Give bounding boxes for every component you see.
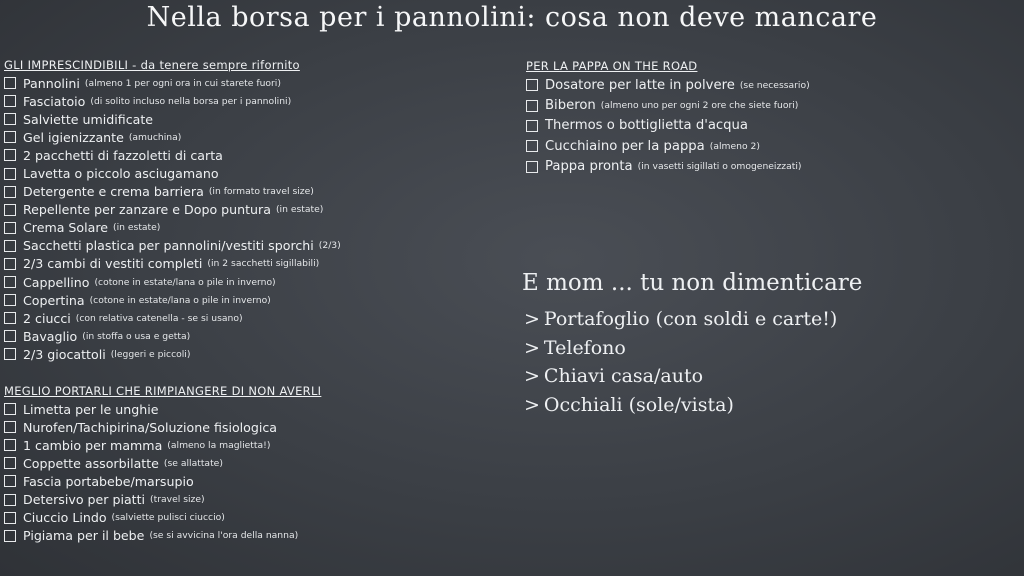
checkbox-icon[interactable] xyxy=(4,439,16,451)
item-label: Coppette assorbilatte xyxy=(23,455,159,471)
item-label: 2/3 cambi di vestiti completi xyxy=(23,256,203,272)
checkbox-icon[interactable] xyxy=(4,186,16,198)
checkbox-icon[interactable] xyxy=(526,120,538,132)
item-note: (se necessario) xyxy=(739,79,810,91)
checklist-item xyxy=(4,400,321,418)
item-label: Pappa pronta xyxy=(545,159,633,175)
item-label: Detergente e crema barriera xyxy=(23,184,204,200)
checkbox-icon[interactable] xyxy=(4,457,16,469)
checklist-item xyxy=(4,92,341,110)
item-note: (in formato travel size) xyxy=(208,186,314,198)
checkbox-icon[interactable] xyxy=(4,113,16,125)
item-label: Fasciatoio xyxy=(23,93,86,109)
checklist-item xyxy=(526,95,810,115)
checkbox-icon[interactable] xyxy=(4,149,16,161)
reminder-item xyxy=(524,362,837,391)
checklist-item xyxy=(4,291,341,309)
checkbox-icon[interactable] xyxy=(4,330,16,342)
item-label: Crema Solare xyxy=(23,220,108,236)
item-note: (se allattate) xyxy=(163,457,223,469)
item-note: (in estate) xyxy=(113,222,161,234)
checklist-item xyxy=(4,146,341,164)
checkbox-icon[interactable] xyxy=(4,312,16,324)
item-label: 2/3 giocattoli xyxy=(23,346,106,362)
mom-title: E mom ... tu non dimenticare xyxy=(522,270,863,296)
checkbox-icon[interactable] xyxy=(4,204,16,216)
item-note: (leggeri e piccoli) xyxy=(110,348,191,360)
item-label: Salviette umidificate xyxy=(23,111,154,127)
page-title: Nella borsa per i pannolini: cosa non deve mancare xyxy=(146,2,878,33)
item-label: Detersivo per piatti xyxy=(23,492,146,508)
checklist-item xyxy=(526,157,810,177)
item-label: Pannolini xyxy=(23,75,80,91)
item-label: Gel igienizzante xyxy=(23,129,124,145)
checkbox-icon[interactable] xyxy=(4,494,16,506)
checklist-item xyxy=(4,273,341,291)
item-note: (travel size) xyxy=(150,494,205,506)
item-note: (almeno 2) xyxy=(709,140,760,152)
checkbox-icon[interactable] xyxy=(4,131,16,143)
arrow-icon: > xyxy=(524,365,540,388)
checklist-item xyxy=(4,436,321,454)
checklist-item xyxy=(4,128,341,146)
checkbox-icon[interactable] xyxy=(4,240,16,252)
food-section xyxy=(526,59,810,177)
item-label: Repellente per zanzare e Dopo puntura xyxy=(23,202,271,218)
better-heading: MEGLIO PORTARLI CHE RIMPIANGERE DI NON AVERLI xyxy=(4,384,322,398)
checklist-item xyxy=(4,418,321,436)
item-label: Pigiama per il bebe xyxy=(23,528,145,544)
item-note: (in vasetti sigillati o omogeneizzati) xyxy=(637,161,802,173)
arrow-icon: > xyxy=(524,393,540,416)
item-label: Dosatore per latte in polvere xyxy=(545,77,735,93)
reminder-label: Telefono xyxy=(543,336,626,359)
checkbox-icon[interactable] xyxy=(526,140,538,152)
item-label: Lavetta o piccolo asciugamano xyxy=(23,166,219,182)
checkbox-icon[interactable] xyxy=(4,258,16,270)
item-label: Thermos o bottiglietta d'acqua xyxy=(545,118,748,134)
checklist-item xyxy=(4,472,321,490)
arrow-icon: > xyxy=(524,308,540,331)
checkbox-icon[interactable] xyxy=(526,161,538,173)
item-note: (almeno la maglietta!) xyxy=(167,439,271,451)
item-note: (2/3) xyxy=(318,240,341,252)
item-label: Sacchetti plastica per pannolini/vestiti sporchi xyxy=(23,238,314,254)
item-note: (almeno 1 per ogni ora in cui starete fuori) xyxy=(84,77,281,89)
checklist-item xyxy=(4,509,321,527)
checkbox-icon[interactable] xyxy=(4,348,16,360)
checkbox-icon[interactable] xyxy=(4,95,16,107)
checklist-item xyxy=(4,74,341,92)
item-note: (con relativa catenella - se si usano) xyxy=(75,312,243,324)
food-list xyxy=(526,75,810,177)
checklist-item xyxy=(4,255,341,273)
checkbox-icon[interactable] xyxy=(4,77,16,89)
checklist-item xyxy=(4,309,341,327)
checklist-item xyxy=(4,110,341,128)
checklist-item xyxy=(4,164,341,182)
item-label: Cappellino xyxy=(23,274,90,290)
item-label: Fascia portabebe/marsupio xyxy=(23,473,194,489)
checkbox-icon[interactable] xyxy=(4,276,16,288)
better-section xyxy=(4,384,321,545)
reminder-item xyxy=(524,334,837,363)
item-label: Nurofen/Tachipirina/Soluzione fisiologica xyxy=(23,419,278,435)
checkbox-icon[interactable] xyxy=(4,512,16,524)
checkbox-icon[interactable] xyxy=(4,530,16,542)
checklist-item xyxy=(4,183,341,201)
checklist-item xyxy=(4,527,321,545)
checkbox-icon[interactable] xyxy=(4,403,16,415)
item-note: (in stoffa o usa e getta) xyxy=(82,330,191,342)
checkbox-icon[interactable] xyxy=(4,294,16,306)
checkbox-icon[interactable] xyxy=(4,222,16,234)
item-label: Cucchiaino per la pappa xyxy=(545,138,705,154)
reminder-item xyxy=(524,391,837,420)
item-note: (se si avvicina l'ora della nanna) xyxy=(149,530,299,542)
checklist-item xyxy=(526,116,810,136)
better-list xyxy=(4,400,321,545)
item-label: Biberon xyxy=(545,98,596,114)
item-note: (amuchina) xyxy=(128,131,182,143)
item-note: (almeno uno per ogni 2 ore che siete fuori) xyxy=(600,100,799,112)
item-note: (di solito incluso nella borsa per i pannolini) xyxy=(90,95,292,107)
essentials-section xyxy=(4,58,341,364)
essentials-heading: GLI IMPRESCINDIBILI - da tenere sempre rifornito xyxy=(4,58,300,72)
item-note: (in estate) xyxy=(275,204,324,216)
food-heading: PER LA PAPPA ON THE ROAD xyxy=(526,59,698,73)
checklist-item xyxy=(4,219,341,237)
item-label: Ciuccio Lindo xyxy=(23,510,107,526)
item-note: (cotone in estate/lana o pile in inverno) xyxy=(89,294,271,306)
checkbox-icon[interactable] xyxy=(4,168,16,180)
item-label: 1 cambio per mamma xyxy=(23,437,163,453)
reminder-label: Portafoglio (con soldi e carte!) xyxy=(543,308,838,331)
checklist-item xyxy=(526,136,810,156)
checklist-item xyxy=(4,490,321,508)
item-label: Bavaglio xyxy=(23,328,78,344)
item-note: (in 2 sacchetti sigillabili) xyxy=(207,258,320,270)
checklist-item xyxy=(4,201,341,219)
essentials-list xyxy=(4,74,341,364)
item-note: (salviette pulisci ciuccio) xyxy=(111,512,225,524)
reminder-item xyxy=(524,305,837,334)
mom-list xyxy=(524,305,837,419)
checklist-item xyxy=(4,237,341,255)
item-label: Copertina xyxy=(23,292,85,308)
checkbox-icon[interactable] xyxy=(4,475,16,487)
item-note: (cotone in estate/lana o pile in inverno) xyxy=(94,276,276,288)
checkbox-icon[interactable] xyxy=(526,79,538,91)
item-label: 2 pacchetti di fazzoletti di carta xyxy=(23,147,223,163)
checklist-item xyxy=(4,345,341,363)
item-label: Limetta per le unghie xyxy=(23,401,159,417)
checklist-item xyxy=(4,454,321,472)
item-label: 2 ciucci xyxy=(23,310,71,326)
checklist-item xyxy=(526,75,810,95)
checkbox-icon[interactable] xyxy=(4,421,16,433)
reminder-label: Occhiali (sole/vista) xyxy=(543,393,734,416)
checklist-item xyxy=(4,327,341,345)
checkbox-icon[interactable] xyxy=(526,100,538,112)
arrow-icon: > xyxy=(524,336,540,359)
reminder-label: Chiavi casa/auto xyxy=(543,365,704,388)
